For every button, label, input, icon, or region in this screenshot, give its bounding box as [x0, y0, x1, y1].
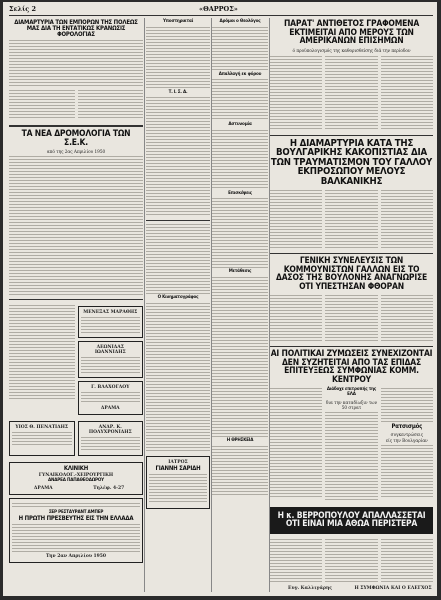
head-police: Αστυνομία [228, 122, 252, 128]
headline-political: ΑΙ ΠΟΛΙΤΙΚΑΙ ΖΥΜΩΣΕΙΣ ΣΥΝΕΧΙΖΟΝΤΑΙ ΔΕΝ ΣΥΖΗΤΕΙΤΑΙ ΑΠΟ ΤΑΣ ΕΠΙΔΑΣ ΕΠΙΤΕΥΞΕΩΣ ΣΥΜΦΩΝΙΑΣ ΚΟΜΜ. ΚΕΝΤΡΟΥ [270, 349, 433, 385]
masthead: «ΘΑΡΡΟΣ» [199, 5, 238, 13]
clinic-ad: ΚΛΙΝΙΚΗ ΓΥΝΑΙΚΟΛΟΓ.-ΧΕΙΡΟΥΡΓΙΚΗ ΑΝΔΡΕΑ ΠΑΠΑΘΕΟΔΩΡΟΥ ΔΡΑΜΑ Τηλέφ. 4-27 [9, 462, 143, 495]
head-racism: Ρατσισμός [391, 423, 423, 431]
headline-verropoulou: Η κ. ΒΕΡΡΟΠΟΥΛΟΥ ΑΠΑΛΛΑΣΣΕΤΑΙ ΟΤΙ ΕΙΝΑΙ ΜΙΑ ΑΘΩΑ ΠΕΡΙΣΤΕΡΑ [270, 507, 433, 534]
headline-bulgarian-protest: Η ΔΙΑΜΑΡΤΥΡΙΑ ΚΑΤΑ ΤΗΣ ΒΟΥΛΓΑΡΙΚΗΣ ΚΑΚΟΠΙΣΤΙΑΣ ΔΙΑ ΤΩΝ ΤΡΑΥΜΑΤΙΣΜΟΝ ΤΟΥ ΓΑΛΛΟΥ ΕΚΠΡΟΣΩΠΟΥ ΜΕΛΟΥΣ ΒΑΛΚΑΝΙΚΗΣ [270, 137, 433, 187]
notice-menexas: ΜΕΝΕΞΑΣ ΜΑΡΑΘΗΣ [78, 306, 144, 338]
section-cinema: Ο Κινηματογράφος [157, 295, 199, 301]
head-transfer: Μετάθεσις [228, 269, 252, 275]
notice-leonidas: ΛΕΩΝΙΔΑΣ ΙΩΑΝΝΙΔΗΣ [78, 341, 144, 378]
headline-americans: ΠΑΡΑΤ' ΑΝΤΙΘΕΤΟΣ ΓΡΑΦΟΜΕΝΑ ΕΚΤΙΜΕΙΤΑΙ ΑΠΟ ΜΕΡΟΥΣ ΤΩΝ ΑΜΕΡΙΚΑΝΩΝ ΕΠΙΣΗΜΩΝ [283, 19, 420, 46]
section-supporters: Υποστηρικταί [162, 19, 194, 24]
subhead-sek-date: από της 2ας Απριλίου 1950 [46, 149, 106, 154]
headline-sek-schedules: ΤΑ ΝΕΑ ΔΡΟΜΟΛΟΓΙΑ ΤΩΝ Σ.Ε.Κ. [21, 129, 131, 148]
doctor-ad: ΙΑΤΡΟΣ ΓΙΑΝΝΗ ΣΑΡΙΔΗ [146, 456, 210, 509]
page-header [9, 5, 433, 16]
headline-communists: ΓΕΝΙΚΗ ΣΥΝΕΛΕΥΣΙΣ ΤΩΝ ΚΟΜΜΟΥΝΙΣΤΩΝ ΓΑΛΛΩΝ ΕΙΣ ΤΟ ΔΑΣΟΣ ΤΗΣ ΒΟΥΛΟΝΗΣ ΑΝΑΓΝΩΡΙΣΕ ΟΤΙ ΥΠΕΣΤΗΣΑΝ ΦΘΟΡΑΝ [275, 256, 428, 292]
notice-polychronidis: ΑΝΔΡ. Κ. ΠΟΛΥΧΡΟΝΙΔΗΣ [78, 421, 144, 456]
column-3 [212, 18, 268, 592]
newspaper-page [3, 2, 437, 596]
head-visits: Επισκέψεις [228, 190, 252, 196]
page-number: Σελίς 2 [9, 5, 36, 13]
headline-merchants-protest: ΔΙΑΜΑΡΤΥΡΙΑ ΤΩΝ ΕΜΠΟΡΩΝ ΤΗΣ ΠΟΛΕΩΣ ΜΑΣ ΔΙΑ ΤΗ ΕΝΤΑΤΙΚΩΣ ΚΡΑΝΩΣΙΣ ΦΟΡΟΛΟΓΙΑΣ [14, 19, 138, 38]
restaurant-ad: ΣΕΡ ΡΕΣΤΑΥΡΑΝΤ ΑΜΠΕΡ Η ΠΡΩΤΗ ΠΡΕΣΒΕΥΤΗΣ ΕΙΣ ΤΗΝ ΕΛΛΑΔΑ Την 2αν Απριλίου 1950 [9, 498, 143, 564]
head-tax: Απαλλαγή εκ φόρου [218, 71, 262, 77]
notice-penatidis: ΥΙΟΣ Θ. ΠΕΝΑΤΙΔΗΣ [9, 421, 75, 456]
head-religion: Η ΘΡΗΣΚΕΙΑ [226, 437, 254, 443]
notice-vlachoglou: Γ. ΒΛΑΧΟΓΛΟΥ ΔΡΑΜΑ [78, 381, 144, 415]
column-4: ΠΑΡΑΤ' ΑΝΤΙΘΕΤΟΣ ΓΡΑΦΟΜΕΝΑ ΕΚΤΙΜΕΙΤΑΙ ΑΠΟ ΜΕΡΟΥΣ ΤΩΝ ΑΜΕΡΙΚΑΝΩΝ ΕΠΙΣΗΜΩΝ ό προϋπολογισμός της καθορισθείσης διά την περίοδον Η ΔΙΑΜΑΡΤΥΡΙΑ ΚΑΤΑ ΤΗΣ ΒΟΥΛΓΑΡΙΚΗΣ ΚΑΚΟΠΙΣΤΙΑΣ ΔΙΑ ΤΩΝ ΤΡΑΥΜΑΤΙΣΜΟΝ ΤΟΥ ΓΑΛΛΟΥ ΕΚΠΡΟΣΩΠΟΥ ΜΕΛΟΥΣ ΒΑΛΚΑΝΙΚΗΣ ΓΕΝΙΚΗ ΣΥΝΕΛΕΥΣΙΣ ΤΩΝ ΚΟΜΜΟΥΝΙΣΤΩΝ ΓΑΛΛΩΝ ΕΙΣ ΤΟ ΔΑΣΟΣ ΤΗΣ ΒΟΥΛΟΝΗΣ ΑΝΑΓΝΩΡΙΣΕ ΟΤΙ ΥΠΕΣΤΗΣΑΝ ΦΘΟΡΑΝ ΑΙ ΠΟΛΙΤΙΚΑΙ ΖΥΜΩΣΕΙΣ ΣΥΝΕΧΙΖΟΝΤΑΙ ΔΕΝ ΣΥΖΗΤΕΙΤΑΙ ΑΠΟ ΤΑΣ ΕΠΙΔΑΣ ΕΠΙΤΕΥΞΕΩΣ ΣΥΜΦΩΝΙΑΣ ΚΟΜΜ. ΚΕΝΤΡΟΥ Διάδοχε επιτροπής της ΕΛΑ δια την καταδίωξιν των 50 στρατ Ρατσισμός συγκεντρώσεις είς την Βουλγαρίαν Η κ. ΒΕΡΡΟΠΟΥΛΟΥ ΑΠΑΛΛΑΣΣΕΤΑΙ ΟΤΙ ΕΙΝΑΙ ΜΙΑ ΑΘΩΑ ΠΕΡΙΣΤΕΡΑ Ευγ. Καλλιγάρης Η ΣΥΜΦΩΝΙΑ ΚΑΙ Ο ΕΛΕΓΧΟΣ [270, 19, 433, 591]
section-tisa: Τ. Ι. Σ. Α. [168, 89, 188, 95]
column-2 [146, 18, 210, 592]
head-theologos: Δρόμοι ο Θεολόγος [219, 19, 261, 24]
column-1 [9, 18, 143, 592]
